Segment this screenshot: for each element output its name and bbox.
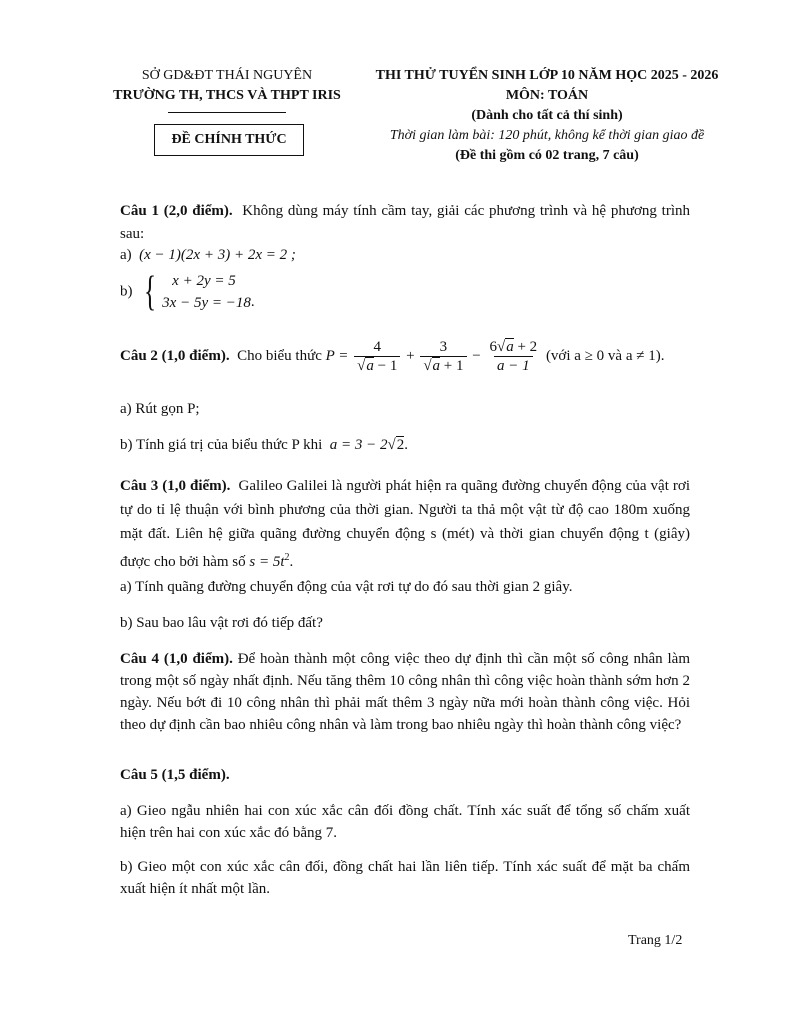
fraction-3-num: 6√a + 2 (489, 339, 538, 355)
question-5-part-a-text: a) Gieo ngẫu nhiên hai con xúc xắc cân đối đồng chất. Tính xác suất để tổng số chấm xuất hiện trên hai con xúc xắc đó bằng 7. (120, 803, 690, 841)
question-5-part-a (120, 800, 690, 844)
question-4-title: Câu 4 (1,0 điểm). (120, 651, 233, 667)
equation-system (140, 270, 255, 314)
system-equation-1: x + 2y = 5 (172, 273, 236, 289)
system-brace: { (144, 269, 157, 315)
fraction-3-num-tail: + 2 (513, 339, 538, 355)
page-number: Trang 1/2 (628, 933, 683, 948)
question-2 (120, 338, 690, 375)
question-1-title: Câu 1 (2,0 điểm). (120, 203, 233, 219)
audience: (Dành cho tất cả thí sinh) (471, 108, 623, 123)
question-5 (120, 764, 690, 787)
fraction-2-num: 3 (439, 339, 448, 355)
fraction-2-radicand: a (432, 358, 441, 374)
system-end: . (250, 293, 255, 310)
question-1-part-a (120, 244, 690, 267)
exam-title: THI THỬ TUYỂN SINH LỚP 10 NĂM HỌC 2025 - 2026 (375, 68, 719, 83)
p-lhs: P = (325, 347, 349, 364)
plus-sign: + (406, 347, 415, 364)
formula-exponent: 2 (284, 552, 290, 563)
subject: MÔN: TOÁN (505, 88, 589, 103)
question-5-title: Câu 5 (1,5 điểm). (120, 767, 230, 783)
question-2-title: Câu 2 (1,0 điểm). (120, 347, 230, 364)
formula-end: . (289, 554, 294, 570)
condition: (với a ≥ 0 và a ≠ 1). (545, 347, 665, 364)
fraction-1-radicand: a (366, 358, 374, 374)
fraction-3-den: a − 1 (494, 356, 533, 375)
department-name: SỞ GD&ĐT THÁI NGUYÊN (141, 68, 313, 83)
question-2-part-b: b) Tính giá trị của biểu thức P khi a = 3 − 2√2. (120, 437, 408, 453)
question-1-text: Không dùng máy tính cầm tay, giải các phương trình và hệ phương trình sau: (120, 203, 690, 243)
minus-sign: − (472, 347, 481, 364)
a-value-radicand: 2 (396, 437, 405, 453)
fraction-1-den: √a − 1 (354, 356, 400, 375)
question-3-part-a: a) Tính quãng đường chuyển động của vật rơi tự do đó sau thời gian 2 giây. (120, 579, 573, 595)
fraction-1-den-tail: − 1 (373, 358, 398, 374)
a-value-end: . (404, 437, 408, 453)
time-limit: Thời gian làm bài: 120 phút, không kể thời gian giao đề (389, 128, 705, 143)
question-2-text: Cho biểu thức (237, 347, 322, 364)
part-b-text: b) Tính giá trị của biểu thức P khi (120, 437, 323, 453)
question-1 (120, 200, 690, 247)
part-a-label: a) (120, 247, 132, 263)
a-value: a = 3 − 2 (329, 437, 388, 453)
fraction-2-den-tail: + 1 (440, 358, 464, 374)
question-5-part-b (120, 856, 690, 900)
fraction-1-num: 4 (373, 339, 381, 355)
fraction-3-radicand: a (506, 339, 514, 355)
official-exam-box: ĐỀ CHÍNH THỨC (154, 124, 304, 156)
question-2-part-a: a) Rút gọn P; (120, 401, 200, 417)
question-4-text: Để hoàn thành một công việc theo dự định thì cần một số công nhân làm trong một số ngày nhất định. Nếu tăng thêm 10 công nhân thì công việc hoàn thành sớm hơn 2 ngày. Nếu bớt đi 10 công nhân thì phải mất thêm 3 ngày nữa mới hoàn thành công việc. Hỏi theo dự định cần bao nhiêu công nhân và làm trong bao nhiêu ngày thì hoàn thành công việc? (120, 651, 691, 733)
header-divider (168, 112, 286, 113)
part-b-label: b) (120, 283, 133, 300)
header-right (372, 66, 722, 166)
equation-a: (x − 1)(2x + 3) + 2x = 2 ; (139, 247, 296, 263)
question-3-text: Galileo Galilei là người phát hiện ra quãng đường chuyển động của vật rơi tự do tỉ lệ thuận với bình phương của thời gian. Người ta thả một vật từ độ cao 180m xuống mặt đất. Liên hệ giữa quãng đường chuyển động s (mét) và thời gian chuyển động t (giây) được cho bởi hàm số (120, 478, 690, 570)
fraction-1 (354, 338, 400, 375)
header-left (112, 66, 342, 113)
school-name: TRƯỜNG TH, THCS VÀ THPT IRIS (113, 88, 341, 103)
fraction-3-coef: 6 (489, 339, 497, 355)
question-3-title: Câu 3 (1,0 điểm). (120, 478, 231, 494)
system-equation-2: 3x − 5y = −18 (162, 295, 251, 311)
fraction-2-den: √a + 1 (420, 356, 466, 375)
question-4 (120, 648, 690, 736)
fraction-2 (420, 338, 466, 375)
fraction-3 (486, 338, 540, 375)
question-1-part-b (120, 270, 690, 314)
page-count-note: (Đề thi gồm có 02 trang, 7 câu) (455, 148, 639, 163)
question-3-part-b: b) Sau bao lâu vật rơi đó tiếp đất? (120, 615, 323, 631)
question-3 (120, 474, 690, 574)
formula: s = 5t (249, 554, 285, 570)
question-5-part-b-text: b) Gieo một con xúc xắc cân đối, đồng chất hai lần liên tiếp. Tính xác suất để mặt ba chấm xuất hiện ít nhất một lần. (120, 859, 690, 897)
